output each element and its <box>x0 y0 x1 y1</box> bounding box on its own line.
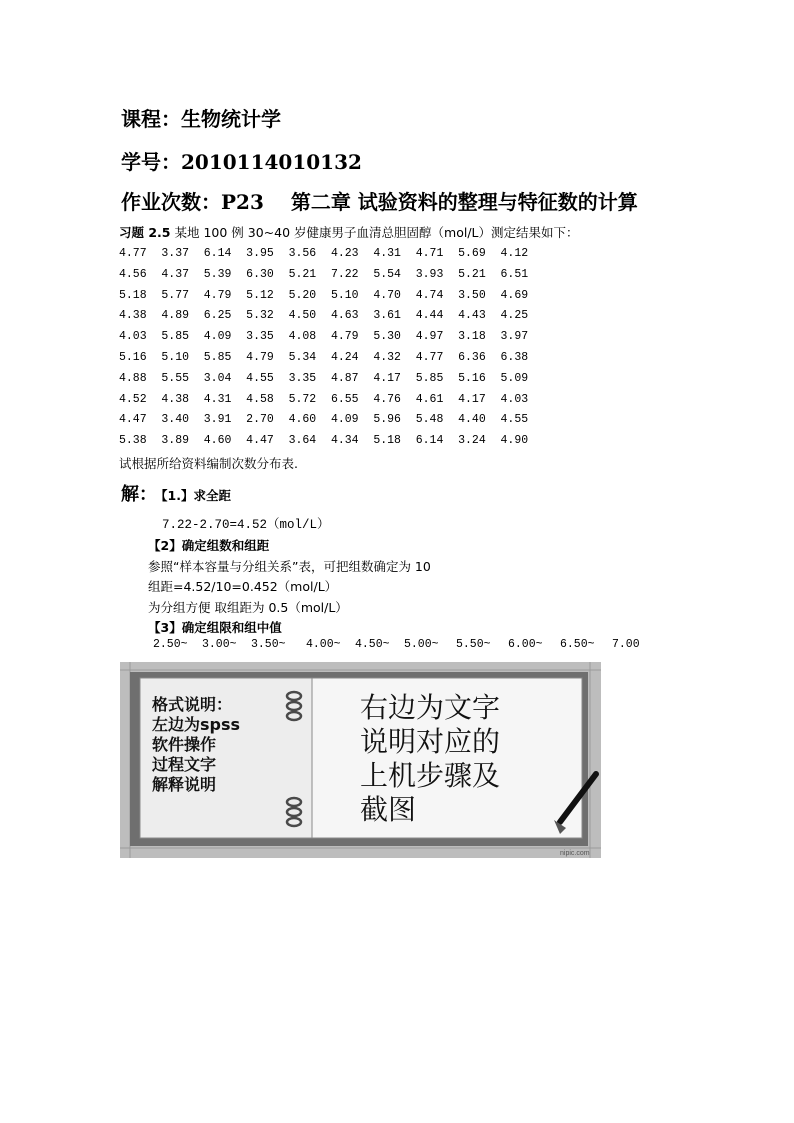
table-cell: 4.70 <box>373 288 401 302</box>
table-cell: 4.44 <box>415 309 444 323</box>
step2-line-3: 为分组方便 取组距为 0.5（mol/L） <box>148 600 348 615</box>
table-cell: 4.17 <box>373 371 401 385</box>
table-cell: 4.25 <box>500 309 529 323</box>
table-cell: 4.31 <box>373 247 401 260</box>
notebook-left-line: 左边为spss <box>152 715 241 734</box>
table-cell: 5.10 <box>161 350 189 364</box>
table-row <box>119 431 543 452</box>
table-cell: 3.89 <box>161 434 189 448</box>
table-cell: 3.50 <box>458 288 486 302</box>
table-cell: 5.72 <box>288 392 317 406</box>
table-row <box>119 286 543 307</box>
table-cell: 4.87 <box>330 371 359 385</box>
group-limit: 3.50~ <box>251 638 286 651</box>
table-cell: 4.88 <box>119 371 147 385</box>
table-cell: 4.31 <box>203 392 232 406</box>
table-cell: 3.97 <box>500 330 529 344</box>
table-cell: 5.10 <box>330 288 359 302</box>
table-cell: 5.55 <box>161 371 189 385</box>
table-row <box>119 410 543 431</box>
table-cell: 4.74 <box>415 288 444 302</box>
table-cell: 4.17 <box>458 392 486 406</box>
table-cell: 4.71 <box>415 247 444 260</box>
table-cell: 6.38 <box>500 350 529 364</box>
solution-heading: 解： <box>121 484 157 505</box>
table-cell: 5.21 <box>458 267 486 281</box>
table-cell: 5.21 <box>288 267 317 281</box>
table-cell: 6.14 <box>203 247 232 260</box>
table-cell: 4.09 <box>203 330 232 344</box>
notebook-left-line: 软件操作 <box>152 735 217 754</box>
group-limits <box>153 638 640 651</box>
table-cell: 5.20 <box>288 288 317 302</box>
table-cell: 3.04 <box>203 371 232 385</box>
table-cell: 6.36 <box>458 350 486 364</box>
table-cell: 5.85 <box>203 350 232 364</box>
table-cell: 4.32 <box>373 350 401 364</box>
table-cell: 5.69 <box>458 247 486 260</box>
table-cell: 5.18 <box>119 288 147 302</box>
notebook-right-line: 截图 <box>360 793 417 826</box>
table-cell: 7.22 <box>330 267 359 281</box>
table-cell: 5.39 <box>203 267 232 281</box>
table-cell: 6.30 <box>246 267 274 281</box>
table-cell: 3.35 <box>288 371 317 385</box>
table-cell: 4.47 <box>246 434 274 448</box>
step1-title: 【1.】求全距 <box>155 488 231 503</box>
notebook-image <box>120 662 601 858</box>
notebook-right-line: 右边为文字 <box>360 691 501 724</box>
student-id: 学号：2010114010132 <box>121 150 362 174</box>
step1-calculation: 7.22-2.70=4.52（mol/L） <box>162 518 330 532</box>
table-cell: 5.48 <box>415 413 444 427</box>
group-limit: 5.00~ <box>404 638 439 651</box>
table-cell: 4.08 <box>288 330 317 344</box>
table-row <box>119 327 543 348</box>
table-cell: 6.14 <box>415 434 444 448</box>
table-cell: 4.76 <box>373 392 401 406</box>
table-row <box>119 265 543 286</box>
table-cell: 4.38 <box>119 309 147 323</box>
table-cell: 4.40 <box>458 413 486 427</box>
table-row <box>119 306 543 327</box>
table-cell: 6.25 <box>203 309 232 323</box>
group-limit: 4.00~ <box>306 638 341 651</box>
table-cell: 5.32 <box>246 309 274 323</box>
table-cell: 4.43 <box>458 309 486 323</box>
table-cell: 4.58 <box>246 392 274 406</box>
table-cell: 4.55 <box>500 413 529 427</box>
table-cell: 3.35 <box>246 330 274 344</box>
table-row <box>119 369 543 390</box>
table-cell: 4.97 <box>415 330 444 344</box>
table-cell: 5.38 <box>119 434 147 448</box>
table-cell: 4.63 <box>330 309 359 323</box>
data-table <box>119 244 543 452</box>
table-cell: 5.30 <box>373 330 401 344</box>
group-limit: 6.50~ <box>560 638 595 651</box>
table-cell: 3.91 <box>203 413 232 427</box>
step2-line-1: 参照“样本容量与分组关系”表，可把组数确定为 10 <box>148 559 431 574</box>
table-cell: 4.77 <box>119 247 147 260</box>
problem-text: 某地 100 例 30~40 岁健康男子血清总胆固醇（mol/L）测定结果如下： <box>174 225 579 240</box>
table-cell: 5.18 <box>373 434 401 448</box>
notebook-right-line: 上机步骤及 <box>360 759 501 792</box>
table-row <box>119 390 543 411</box>
table-cell: 4.55 <box>246 371 274 385</box>
table-cell: 3.93 <box>415 267 444 281</box>
notebook-left-line: 格式说明： <box>152 695 233 714</box>
table-cell: 4.79 <box>203 288 232 302</box>
table-cell: 4.56 <box>119 267 147 281</box>
table-cell: 4.24 <box>330 350 359 364</box>
group-limit: 7.00 <box>612 638 640 651</box>
table-cell: 5.85 <box>415 371 444 385</box>
course-title: 课程：生物统计学 <box>121 107 281 131</box>
table-cell: 5.09 <box>500 371 529 385</box>
table-cell: 5.54 <box>373 267 401 281</box>
table-cell: 3.40 <box>161 413 189 427</box>
step2-line-2: 组距=4.52/10=0.452（mol/L） <box>148 579 338 594</box>
step2-title: 【2】确定组数和组距 <box>148 538 270 553</box>
table-cell: 2.70 <box>246 413 274 427</box>
table-cell: 4.03 <box>500 392 529 406</box>
table-cell: 4.61 <box>415 392 444 406</box>
table-cell: 4.50 <box>288 309 317 323</box>
table-cell: 6.51 <box>500 267 529 281</box>
table-cell: 3.61 <box>373 309 401 323</box>
group-limit: 3.00~ <box>202 638 237 651</box>
group-limit: 6.00~ <box>508 638 543 651</box>
table-cell: 3.24 <box>458 434 486 448</box>
notebook-left-line: 过程文字 <box>152 755 217 774</box>
table-cell: 4.90 <box>500 434 529 448</box>
table-cell: 4.60 <box>203 434 232 448</box>
table-cell: 4.03 <box>119 330 147 344</box>
table-cell: 4.38 <box>161 392 189 406</box>
problem-statement <box>119 223 579 241</box>
group-limit: 2.50~ <box>153 638 188 651</box>
group-limit: 5.50~ <box>456 638 491 651</box>
table-cell: 4.09 <box>330 413 359 427</box>
table-cell: 4.60 <box>288 413 317 427</box>
table-cell: 3.56 <box>288 247 317 260</box>
watermark: nipic.com <box>560 850 590 857</box>
step3-title: 【3】确定组限和组中值 <box>148 620 282 635</box>
table-cell: 4.47 <box>119 413 147 427</box>
table-cell: 5.34 <box>288 350 317 364</box>
table-row <box>119 244 543 265</box>
table-cell: 4.37 <box>161 267 189 281</box>
table-cell: 5.16 <box>119 350 147 364</box>
table-cell: 3.64 <box>288 434 317 448</box>
table-cell: 5.16 <box>458 371 486 385</box>
table-cell: 5.77 <box>161 288 189 302</box>
table-cell: 5.12 <box>246 288 274 302</box>
table-cell: 4.23 <box>330 247 359 260</box>
table-cell: 4.79 <box>330 330 359 344</box>
table-cell: 4.69 <box>500 288 529 302</box>
table-cell: 4.52 <box>119 392 147 406</box>
notebook-left-line: 解释说明 <box>152 775 217 794</box>
table-cell: 5.85 <box>161 330 189 344</box>
table-cell: 4.89 <box>161 309 189 323</box>
task-instruction: 试根据所给资料编制次数分布表. <box>119 456 298 471</box>
table-cell: 3.18 <box>458 330 486 344</box>
table-cell: 4.12 <box>500 247 529 260</box>
group-limit: 4.50~ <box>355 638 390 651</box>
table-cell: 5.96 <box>373 413 401 427</box>
table-cell: 6.55 <box>330 392 359 406</box>
table-cell: 4.79 <box>246 350 274 364</box>
table-cell: 4.34 <box>330 434 359 448</box>
table-cell: 4.77 <box>415 350 444 364</box>
problem-label: 习题 2.5 <box>119 225 171 240</box>
assignment-title: 作业次数：P23 第二章 试验资料的整理与特征数的计算 <box>121 190 638 214</box>
table-row <box>119 348 543 369</box>
notebook-right-line: 说明对应的 <box>360 725 501 758</box>
table-cell: 3.95 <box>246 247 274 260</box>
table-cell: 3.37 <box>161 247 189 260</box>
